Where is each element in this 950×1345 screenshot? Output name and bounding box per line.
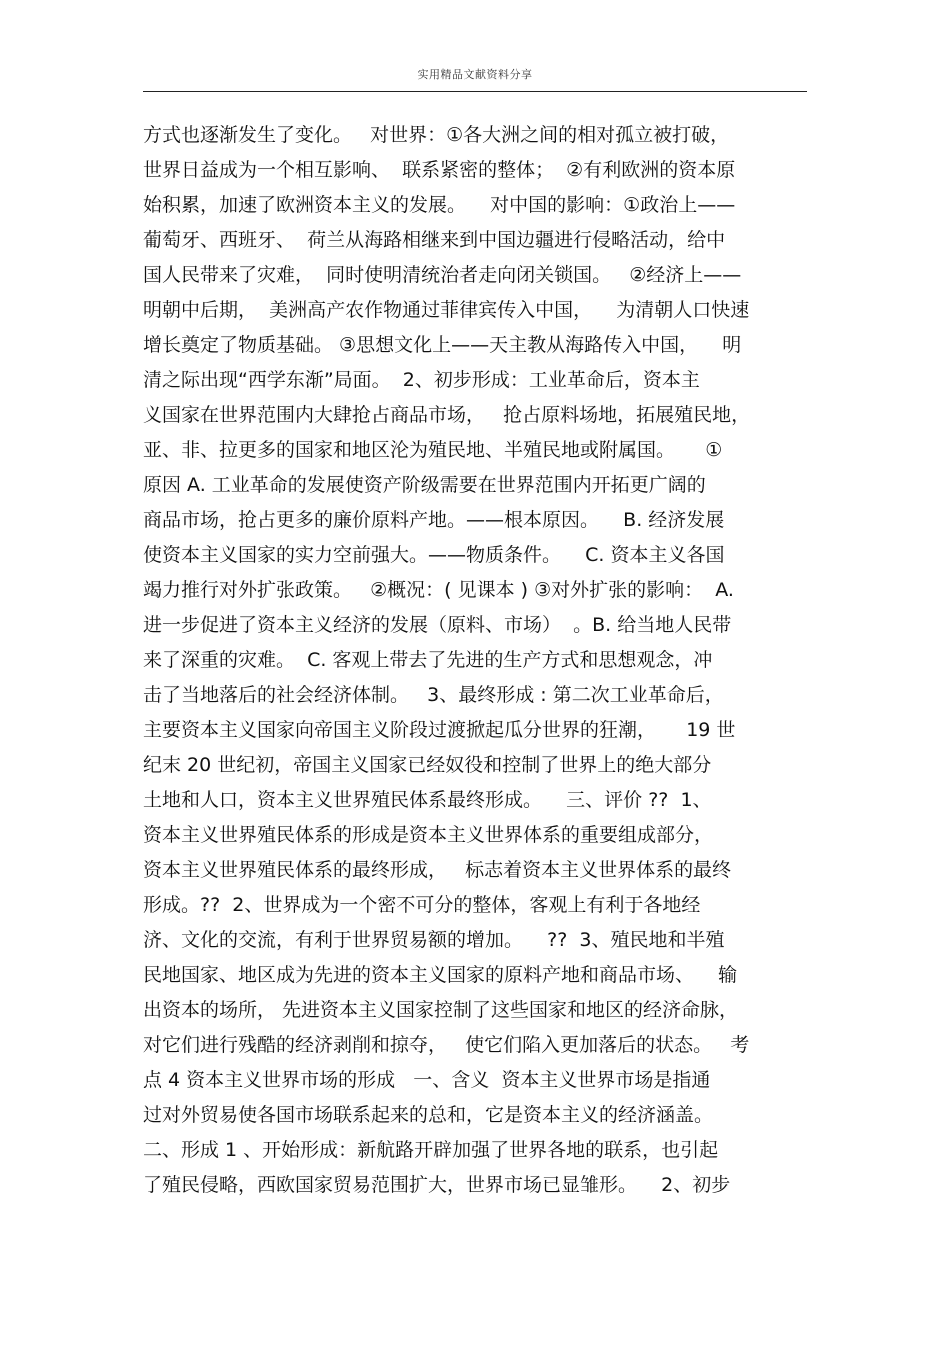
text-line: 葡萄牙、西班牙、 荷兰从海路相继来到中国边疆进行侵略活动，给中 — [143, 229, 726, 251]
text-line: 点 4 资本主义世界市场的形成 一、含义 资本主义世界市场是指通 — [143, 1069, 711, 1091]
document-body — [143, 118, 807, 1203]
text-line: 清之际出现“西学东渐”局面。 2、初步形成：工业革命后，资本主 — [143, 369, 700, 391]
page-header: 实用精品文献资料分享 — [417, 68, 533, 81]
text-line: 进一步促进了资本主义经济的发展（原料、市场） 。B. 给当地人民带 — [143, 614, 732, 636]
text-line: 原因 A. 工业革命的发展使资产阶级需要在世界范围内开拓更广阔的 — [143, 474, 706, 496]
text-line: 国人民带来了灾难， 同时使明清统治者走向闭关锁国。 ②经济上—— — [143, 264, 742, 286]
text-line: 增长奠定了物质基础。 ③思想文化上——天主教从海路传入中国， 明 — [143, 334, 742, 356]
text-line: 对它们进行残酷的经济剥削和掠夺， 使它们陷入更加落后的状态。 考 — [143, 1034, 750, 1056]
text-line: 过对外贸易使各国市场联系起来的总和，它是资本主义的经济涵盖。 — [143, 1104, 714, 1126]
text-line: 纪末 20 世纪初，帝国主义国家已经奴役和控制了世界上的绝大部分 — [143, 754, 712, 776]
text-line: 出资本的场所， 先进资本主义国家控制了这些国家和地区的经济命脉， — [143, 999, 739, 1021]
text-line: 始积累，加速了欧洲资本主义的发展。 对中国的影响：①政治上—— — [143, 194, 736, 216]
text-line: 使资本主义国家的实力空前强大。——物质条件。 C. 资本主义各国 — [143, 544, 725, 566]
text-line: 了殖民侵略，西欧国家贸易范围扩大，世界市场已显雏形。 2、初步 — [143, 1174, 731, 1196]
text-line: 二、形成 1 、开始形成：新航路开辟加强了世界各地的联系，也引起 — [143, 1139, 719, 1161]
text-line: 资本主义世界殖民体系的形成是资本主义世界体系的重要组成部分， — [143, 824, 714, 846]
text-line: 义国家在世界范围内大肆抢占商品市场， 抢占原料场地，拓展殖民地， — [143, 404, 751, 426]
text-line: 击了当地落后的社会经济体制。 3、最终形成 : 第二次工业革命后， — [143, 684, 724, 706]
text-line: 来了深重的灾难。 C. 客观上带去了先进的生产方式和思想观念，冲 — [143, 649, 713, 671]
text-line: 济、文化的交流，有利于世界贸易额的增加。 ?? 3、殖民地和半殖 — [143, 929, 725, 951]
text-line: 亚、非、拉更多的国家和地区沦为殖民地、半殖民地或附属国。 ① — [143, 439, 723, 461]
text-line: 竭力推行对外扩张政策。 ②概况：( 见课本 ) ③对外扩张的影响： A. — [143, 579, 734, 601]
text-line: 方式也逐渐发生了变化。 对世界：①各大洲之间的相对孤立被打破， — [143, 124, 730, 146]
text-line: 资本主义世界殖民体系的最终形成， 标志着资本主义世界体系的最终 — [143, 859, 732, 881]
text-line: 商品市场，抢占更多的廉价原料产地。——根本原因。 B. 经济发展 — [143, 509, 725, 531]
text-line: 民地国家、地区成为先进的资本主义国家的原料产地和商品市场、 输 — [143, 964, 738, 986]
header-divider — [143, 91, 807, 92]
text-line: 土地和人口，资本主义世界殖民体系最终形成。 三、评价 ?? 1、 — [143, 789, 712, 811]
text-line: 世界日益成为一个相互影响、 联系紧密的整体； ②有利欧洲的资本原 — [143, 159, 736, 181]
text-line: 主要资本主义国家向帝国主义阶段过渡掀起瓜分世界的狂潮， 19 世 — [143, 719, 736, 741]
text-line: 形成。?? 2、世界成为一个密不可分的整体，客观上有利于各地经 — [143, 894, 701, 916]
text-line: 明朝中后期， 美洲高产农作物通过菲律宾传入中国， 为清朝人口快速 — [143, 299, 750, 321]
